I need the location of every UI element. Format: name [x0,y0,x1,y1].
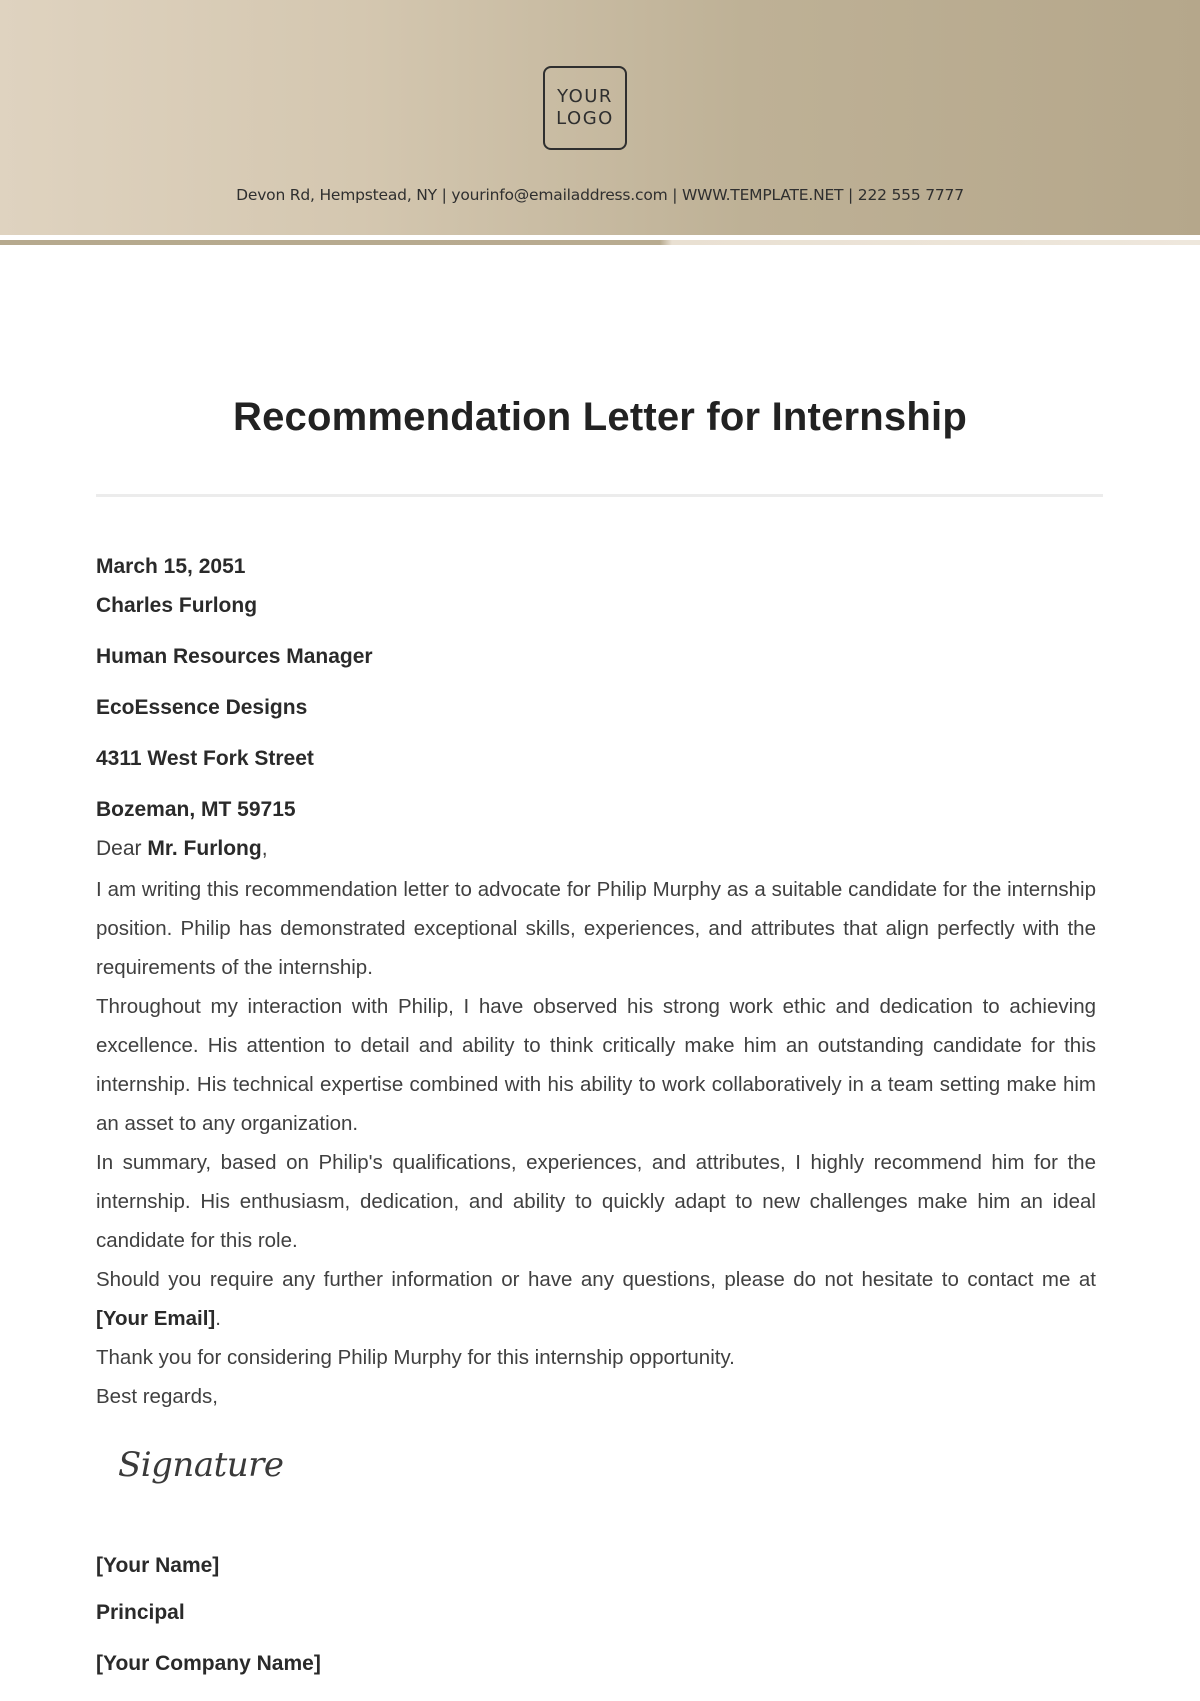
body-paragraph-5: Thank you for considering Philip Murphy for this internship opportunity. [96,1346,735,1369]
closing: Best regards, [96,1385,218,1408]
sender-title: Principal [96,1601,185,1624]
body-paragraph-1: I am writing this recommendation letter to advocate for Philip Murphy as a suitable candidate for the internship position. Philip has demonstrated exceptional skills, experiences, and attributes that align perfectly with the requirements of the internship. [96,878,1096,979]
title-divider [96,494,1103,497]
logo-line2: LOGO [556,108,614,129]
letter-date: March 15, 2051 [96,555,246,578]
body-paragraph-4 [96,1260,1096,1338]
contact-email-placeholder: [Your Email] [96,1307,216,1330]
contact-info: Devon Rd, Hempstead, NY | yourinfo@emailaddress.com | WWW.TEMPLATE.NET | 222 555 7777 [236,186,964,204]
page-title: Recommendation Letter for Internship [233,395,967,439]
recipient-street: 4311 West Fork Street [96,747,314,770]
recipient-name: Charles Furlong [96,594,258,617]
greeting [96,836,268,862]
recipient-position: Human Resources Manager [96,645,373,668]
greeting-name: Mr. Furlong [147,837,262,860]
recipient-company: EcoEssence Designs [96,696,308,719]
logo [543,66,627,150]
body-paragraph-2: Throughout my interaction with Philip, I have observed his strong work ethic and dedication to achieving excellence. His attention to detail and ability to think critically make him an outstanding candidate for this internship. His technical expertise combined with his ability to work collaboratively in a team setting make him an asset to any organization. [96,995,1096,1135]
body-paragraph-3: In summary, based on Philip's qualifications, experiences, and attributes, I highly recommend him for the internship. His enthusiasm, dedication, and ability to quickly adapt to new challenges make him an ideal candidate for this role. [96,1151,1096,1252]
header-accent-line [0,240,1200,245]
logo-line1: YOUR [557,86,613,107]
sender-name: [Your Name] [96,1554,220,1577]
greeting-prefix: Dear [96,837,148,860]
body-paragraph-4-text: Should you require any further information or have any questions, please do not hesitate to contact me at [96,1268,1096,1291]
signature: Signature [118,1445,284,1485]
letter-body [96,870,1096,1416]
recipient-city: Bozeman, MT 59715 [96,798,296,821]
greeting-suffix: , [261,837,268,860]
body-paragraph-4-end: . [215,1307,221,1330]
sender-company: [Your Company Name] [96,1652,321,1675]
